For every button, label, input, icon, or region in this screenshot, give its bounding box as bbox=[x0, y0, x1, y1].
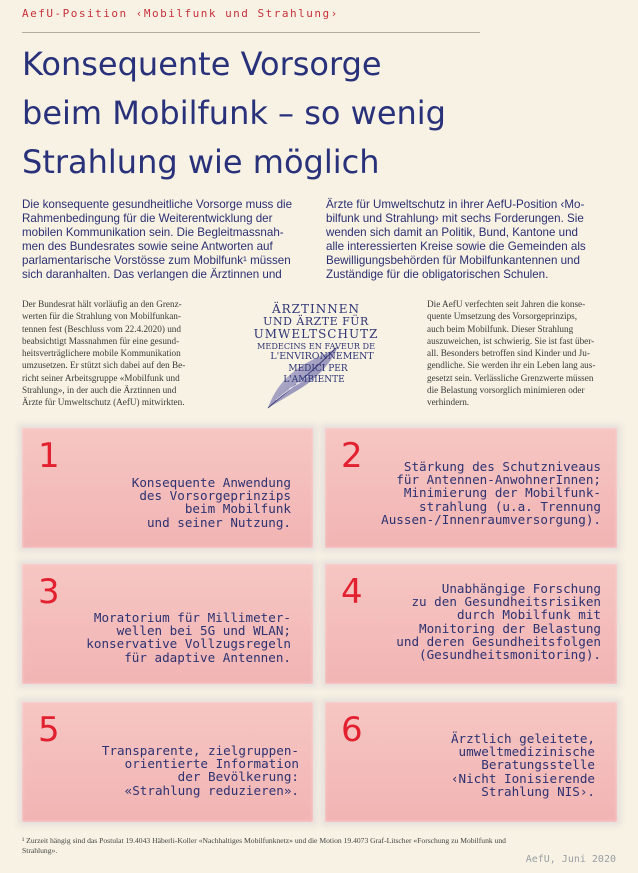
lead-line: bilfunk und Strahlung› mit sechs Forderungen. Sie bbox=[326, 212, 584, 225]
demand-line: für adaptive Antennen. bbox=[124, 649, 291, 665]
body-line: auszuweichen, ist schwierig. Sie ist fast über- bbox=[427, 335, 595, 346]
body-line: Die AefU verfechten seit Jahren die konse- bbox=[427, 299, 586, 309]
logo-line-5: L'ENVIRONNEMENT bbox=[270, 351, 374, 362]
lead-line: mobilen Kommunikation sein. Die Begleitmassnah- bbox=[22, 226, 284, 239]
lead-line: men des Bundesrates sowie seine Antworten auf bbox=[22, 240, 273, 253]
body-line: die Belastung vorsorglich minimieren oder bbox=[427, 385, 585, 396]
demand-line: Stärkung des Schutzniveaus bbox=[403, 459, 601, 474]
demand-text bbox=[381, 460, 601, 526]
demand-line: des Vorsorgeprinzips bbox=[139, 488, 291, 504]
footnote-line: Strahlung». bbox=[22, 845, 58, 855]
demand-line: Minimierung der Mobilfunk- bbox=[403, 485, 601, 501]
aefu-logo bbox=[246, 300, 386, 415]
demand-line: umweltmedizinische bbox=[458, 744, 595, 760]
body-line: verhindern. bbox=[427, 397, 470, 408]
demand-line: Unabhängige Forschung bbox=[441, 581, 601, 596]
demand-line: Monitoring der Belastung bbox=[419, 620, 601, 636]
demand-line: strahlung (u.a. Trennung bbox=[419, 498, 601, 514]
demand-line: Konsequente Anwendung bbox=[131, 475, 291, 490]
demand-line: orientierte Information bbox=[124, 756, 299, 772]
lead-line: Bewilligungsbehörden für Mobilfunkantennen und bbox=[326, 254, 580, 267]
lead-line: Die konsequente gesundheitliche Vorsorge muss die bbox=[22, 198, 293, 211]
demand-line: Moratorium für Millimeter- bbox=[93, 610, 291, 625]
body-column-left bbox=[22, 298, 222, 409]
logo-line-4: MEDECINS EN FAVEUR DE bbox=[256, 341, 376, 351]
demand-text bbox=[451, 732, 595, 798]
logo-line-1: ÄRZTINNEN bbox=[271, 302, 361, 316]
lead-line: Rahmenbedingung für die Weiterentwicklung der bbox=[22, 212, 273, 225]
demand-line: beim Mobilfunk bbox=[184, 501, 291, 517]
footnote bbox=[22, 836, 622, 855]
body-line: umzusetzen. Er stützt sich dabei auf den Be- bbox=[22, 360, 186, 371]
demand-card-6 bbox=[325, 702, 617, 822]
demand-line: der Bevölkerung: bbox=[177, 769, 299, 785]
body-line: tennen fest (Beschluss vom 22.4.2020) und bbox=[22, 323, 181, 334]
lead-line: sich daranhalten. Das verlangen die Ärztinnen und bbox=[22, 268, 282, 281]
logo-line-2: UND ÄRZTE FÜR bbox=[263, 315, 369, 328]
demand-line: Ärztlich geleitete, bbox=[450, 731, 595, 746]
demand-line: Aussen-/Innenraumversorgung). bbox=[381, 511, 601, 527]
page-footer: AefU, Juni 2020 bbox=[525, 854, 616, 865]
demand-line: durch Mobilfunk mit bbox=[456, 607, 601, 623]
demand-card-5 bbox=[22, 702, 313, 822]
demand-line: «Strahlung reduzieren». bbox=[124, 782, 299, 798]
title-line: beim Mobilfunk – so wenig bbox=[22, 94, 446, 132]
page-title bbox=[22, 40, 622, 187]
demand-card-2 bbox=[325, 428, 617, 548]
demand-card-4 bbox=[325, 564, 617, 684]
body-line: auch beim Mobilfunk. Dieser Strahlung bbox=[427, 323, 574, 334]
logo-line-7: L'AMBIENTE bbox=[283, 375, 345, 385]
demand-number: 6 bbox=[341, 710, 363, 750]
demand-card-3 bbox=[22, 564, 313, 684]
demand-line: und deren Gesundheitsfolgen bbox=[396, 633, 601, 649]
demand-line: (Gesundheitsmonitoring). bbox=[419, 647, 601, 663]
demand-line: ‹Nicht Ionisierende bbox=[450, 770, 595, 786]
demand-text bbox=[132, 476, 291, 529]
demand-line: Strahlung NIS›. bbox=[481, 783, 595, 799]
body-line: richt seiner Arbeitsgruppe «Mobilfunk und bbox=[22, 372, 180, 383]
body-line: Ärzte für Umweltschutz (AefU) mitwirkten. bbox=[22, 397, 185, 408]
demand-text bbox=[86, 611, 291, 664]
title-line: Strahlung wie möglich bbox=[22, 143, 380, 181]
demand-line: konservative Vollzugsregeln bbox=[86, 636, 291, 652]
lead-column-right bbox=[326, 198, 614, 282]
lead-line: wenden sich damit an Politik, Bund, Kantone und bbox=[326, 226, 579, 239]
body-line: Der Bundesrat hält vorläufig an den Grenz- bbox=[22, 299, 182, 309]
title-line: Konsequente Vorsorge bbox=[22, 45, 382, 83]
demand-number: 3 bbox=[38, 572, 60, 612]
lead-column-left bbox=[22, 198, 310, 282]
demand-line: wellen bei 5G und WLAN; bbox=[116, 623, 291, 639]
lead-line: alle interessierten Kreise sowie die Gemeinden als bbox=[326, 240, 586, 253]
body-line: gendliche. Sie werden ihr ein Leben lang aus- bbox=[427, 360, 596, 371]
demand-number: 5 bbox=[38, 710, 60, 750]
demand-text bbox=[396, 582, 601, 661]
lead-line: Ärzte für Umweltschutz in ihrer AefU-Position ‹Mo- bbox=[326, 198, 585, 211]
body-line: heitsverträglichere mobile Kommunikation bbox=[22, 348, 181, 359]
demand-line: zu den Gesundheitsrisiken bbox=[411, 594, 601, 610]
logo-line-6: MEDICI PER bbox=[288, 364, 348, 374]
kicker: AefU-Position ‹Mobilfunk und Strahlung› bbox=[22, 7, 339, 20]
body-line: beabsichtigt Massnahmen für eine gesund- bbox=[22, 335, 180, 346]
body-column-right bbox=[427, 298, 622, 409]
demand-line: für Antennen-AnwohnerInnen; bbox=[396, 472, 601, 488]
body-line: gesetzt sein. Verlässliche Grenzwerte müssen bbox=[427, 372, 594, 383]
demand-line: Transparente, zielgruppen- bbox=[101, 743, 299, 758]
demand-text bbox=[102, 744, 299, 797]
divider bbox=[22, 32, 480, 33]
demand-line: und seiner Nutzung. bbox=[146, 514, 291, 530]
body-line: quente Umsetzung des Vorsorgeprinzips, bbox=[427, 311, 578, 322]
lead-line: parlamentarische Vorstösse zum Mobilfunk¹ müssen bbox=[22, 254, 291, 267]
body-line: all. Besonders betroffen sind Kinder und Ju- bbox=[427, 348, 590, 359]
lead-line: Zuständige für die obligatorischen Schulen. bbox=[326, 268, 549, 281]
demand-line: Beratungsstelle bbox=[481, 757, 595, 773]
body-line: Strahlung», in der auch die Ärztinnen und bbox=[22, 385, 177, 396]
demand-number: 1 bbox=[38, 436, 60, 476]
footnote-line: ¹ Zurzeit hängig sind das Postulat 19.4043 Häberli-Koller «Nachhaltiges Mobilfunknetz» und die Motion 19.4073 Graf-Litscher «Forschung zu Mobilfunk und bbox=[22, 836, 506, 845]
logo-line-3: UMWELTSCHUTZ bbox=[253, 327, 379, 341]
demand-number: 2 bbox=[341, 436, 363, 476]
demand-number: 4 bbox=[341, 572, 363, 612]
body-line: werten für die Strahlung von Mobilfunkan- bbox=[22, 311, 181, 322]
demand-card-1 bbox=[22, 428, 313, 548]
